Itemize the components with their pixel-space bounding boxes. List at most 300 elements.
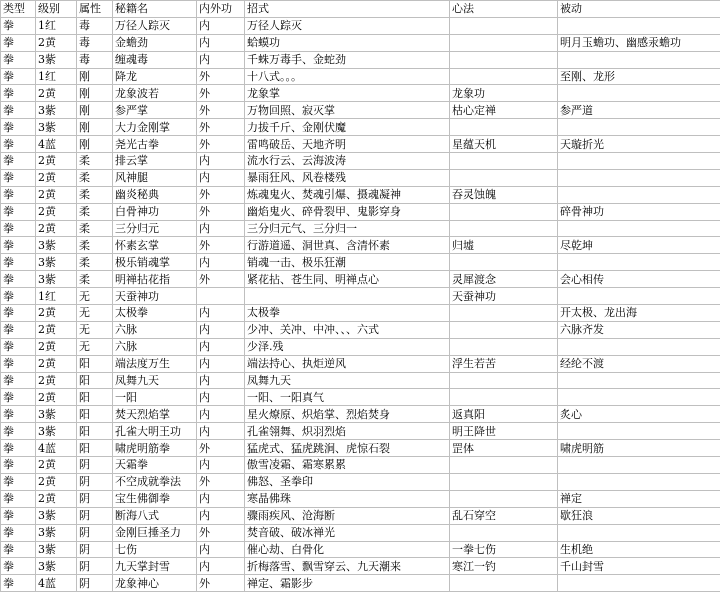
- cell-type: 拳: [1, 34, 36, 51]
- header-level: 级别: [36, 1, 77, 18]
- table-row: [1, 186, 720, 203]
- cell-moves: 行游道遥、洞世真、含清怀素: [245, 237, 450, 254]
- table-row: [1, 524, 720, 541]
- cell-mental-method: 明王降世: [450, 423, 558, 440]
- cell-manual-name: 七伤: [113, 541, 197, 558]
- cell-inner-outer: 内: [197, 423, 245, 440]
- cell-manual-name: 明禅拈花指: [113, 271, 197, 288]
- cell-attribute: 刚: [77, 68, 113, 85]
- cell-mental-method: [450, 169, 558, 186]
- cell-passive: [558, 186, 720, 203]
- cell-mental-method: 枯心定禅: [450, 102, 558, 119]
- cell-manual-name: 风神腿: [113, 169, 197, 186]
- cell-moves: 一阳、一阳真气: [245, 389, 450, 406]
- cell-level: 4蓝: [36, 575, 77, 592]
- cell-manual-name: 焚天烈焰掌: [113, 406, 197, 423]
- cell-type: 拳: [1, 440, 36, 457]
- cell-passive: [558, 169, 720, 186]
- cell-level: 3紫: [36, 271, 77, 288]
- cell-inner-outer: 外: [197, 186, 245, 203]
- cell-inner-outer: 外: [197, 575, 245, 592]
- cell-moves: 少冲、关冲、中冲、、、六式: [245, 321, 450, 338]
- cell-level: 2黄: [36, 186, 77, 203]
- cell-inner-outer: 内: [197, 51, 245, 68]
- cell-mental-method: [450, 321, 558, 338]
- cell-attribute: 柔: [77, 271, 113, 288]
- cell-mental-method: [450, 473, 558, 490]
- cell-moves: 傲雪凌霜、霜寒累累: [245, 457, 450, 474]
- cell-inner-outer: 内: [197, 321, 245, 338]
- cell-passive: 明月玉蟾功、幽感汞蟾功: [558, 34, 720, 51]
- cell-passive: [558, 473, 720, 490]
- cell-moves: 星火燎原、炽焰掌、烈焰焚身: [245, 406, 450, 423]
- cell-level: 2黄: [36, 321, 77, 338]
- cell-mental-method: 寒江一钓: [450, 558, 558, 575]
- table-body: [1, 17, 720, 591]
- cell-level: 2黄: [36, 490, 77, 507]
- cell-manual-name: 天霜拳: [113, 457, 197, 474]
- table-row: [1, 507, 720, 524]
- cell-type: 拳: [1, 457, 36, 474]
- cell-level: 2黄: [36, 389, 77, 406]
- cell-mental-method: [450, 68, 558, 85]
- table-row: [1, 288, 720, 305]
- cell-manual-name: 九天掌封雪: [113, 558, 197, 575]
- cell-inner-outer: 内: [197, 254, 245, 271]
- cell-inner-outer: 外: [197, 524, 245, 541]
- cell-level: 2黄: [36, 355, 77, 372]
- cell-moves: 暴雨狂风、风卷楼残: [245, 169, 450, 186]
- cell-inner-outer: 内: [197, 220, 245, 237]
- cell-moves: 十八式。。。: [245, 68, 450, 85]
- cell-level: 3紫: [36, 254, 77, 271]
- cell-inner-outer: 外: [197, 440, 245, 457]
- cell-moves: 流水行云、云海波涛: [245, 153, 450, 170]
- cell-moves: [245, 288, 450, 305]
- table-row: [1, 153, 720, 170]
- cell-manual-name: 一阳: [113, 389, 197, 406]
- cell-manual-name: 尧光古拳: [113, 136, 197, 153]
- cell-mental-method: 天蚕神功: [450, 288, 558, 305]
- cell-attribute: 阳: [77, 372, 113, 389]
- cell-attribute: 阳: [77, 423, 113, 440]
- cell-attribute: 毒: [77, 17, 113, 34]
- cell-mental-method: 吞灵蚀魄: [450, 186, 558, 203]
- cell-attribute: 无: [77, 305, 113, 322]
- cell-level: 2黄: [36, 203, 77, 220]
- cell-manual-name: 六脉: [113, 321, 197, 338]
- cell-passive: [558, 153, 720, 170]
- cell-passive: [558, 119, 720, 136]
- cell-moves: 端法持心、执炬逆风: [245, 355, 450, 372]
- cell-moves: 蛤蟆功: [245, 34, 450, 51]
- cell-attribute: 柔: [77, 237, 113, 254]
- cell-mental-method: [450, 372, 558, 389]
- cell-level: 1红: [36, 288, 77, 305]
- cell-inner-outer: [197, 288, 245, 305]
- cell-mental-method: [450, 119, 558, 136]
- cell-type: 拳: [1, 575, 36, 592]
- cell-moves: 太极拳: [245, 305, 450, 322]
- cell-type: 拳: [1, 305, 36, 322]
- cell-type: 拳: [1, 288, 36, 305]
- cell-level: 3紫: [36, 558, 77, 575]
- cell-moves: 万物回照、寂灭掌: [245, 102, 450, 119]
- cell-type: 拳: [1, 355, 36, 372]
- table-row: [1, 406, 720, 423]
- cell-passive: [558, 389, 720, 406]
- cell-attribute: 柔: [77, 220, 113, 237]
- table-row: [1, 338, 720, 355]
- cell-mental-method: [450, 305, 558, 322]
- cell-inner-outer: 外: [197, 271, 245, 288]
- cell-type: 拳: [1, 271, 36, 288]
- cell-attribute: 毒: [77, 34, 113, 51]
- cell-manual-name: 幽炎秘典: [113, 186, 197, 203]
- cell-type: 拳: [1, 406, 36, 423]
- cell-attribute: 阴: [77, 575, 113, 592]
- cell-inner-outer: 内: [197, 457, 245, 474]
- table-row: [1, 423, 720, 440]
- cell-type: 拳: [1, 68, 36, 85]
- cell-inner-outer: 外: [197, 237, 245, 254]
- cell-manual-name: 六脉: [113, 338, 197, 355]
- cell-moves: 千蛛万毒手、金蛇劲: [245, 51, 450, 68]
- cell-attribute: 阳: [77, 355, 113, 372]
- cell-mental-method: 浮生若苦: [450, 355, 558, 372]
- table-row: [1, 203, 720, 220]
- table-row: [1, 490, 720, 507]
- cell-attribute: 阴: [77, 558, 113, 575]
- cell-passive: [558, 85, 720, 102]
- cell-level: 2黄: [36, 153, 77, 170]
- cell-level: 3紫: [36, 102, 77, 119]
- cell-attribute: 柔: [77, 153, 113, 170]
- cell-level: 2黄: [36, 372, 77, 389]
- cell-attribute: 无: [77, 288, 113, 305]
- cell-level: 2黄: [36, 34, 77, 51]
- header-attribute: 属性: [77, 1, 113, 18]
- cell-level: 3紫: [36, 51, 77, 68]
- cell-passive: [558, 288, 720, 305]
- cell-inner-outer: 内: [197, 372, 245, 389]
- cell-mental-method: [450, 490, 558, 507]
- table-row: [1, 575, 720, 592]
- table-row: [1, 51, 720, 68]
- cell-attribute: 柔: [77, 186, 113, 203]
- cell-moves: 骤雨疾风、沧海断: [245, 507, 450, 524]
- table-row: [1, 355, 720, 372]
- cell-moves: 少泽.残: [245, 338, 450, 355]
- cell-manual-name: 龙象波若: [113, 85, 197, 102]
- cell-level: 2黄: [36, 473, 77, 490]
- cell-moves: 孔雀翎舞、炽羽烈焰: [245, 423, 450, 440]
- table-row: [1, 102, 720, 119]
- cell-attribute: 阴: [77, 507, 113, 524]
- cell-moves: 凤舞九天: [245, 372, 450, 389]
- cell-level: 2黄: [36, 220, 77, 237]
- cell-mental-method: [450, 34, 558, 51]
- cell-moves: 龙象掌: [245, 85, 450, 102]
- cell-moves: 禅定、霜影步: [245, 575, 450, 592]
- table-row: [1, 541, 720, 558]
- cell-mental-method: [450, 254, 558, 271]
- cell-attribute: 阴: [77, 490, 113, 507]
- cell-manual-name: 断海八式: [113, 507, 197, 524]
- cell-passive: 参严道: [558, 102, 720, 119]
- cell-inner-outer: 内: [197, 153, 245, 170]
- table-row: [1, 237, 720, 254]
- table-row: [1, 169, 720, 186]
- cell-attribute: 柔: [77, 169, 113, 186]
- cell-mental-method: [450, 220, 558, 237]
- cell-mental-method: [450, 203, 558, 220]
- cell-type: 拳: [1, 423, 36, 440]
- cell-attribute: 刚: [77, 85, 113, 102]
- cell-manual-name: 缠魂毒: [113, 51, 197, 68]
- cell-type: 拳: [1, 119, 36, 136]
- cell-inner-outer: 内: [197, 490, 245, 507]
- table-row: [1, 271, 720, 288]
- cell-moves: 紧花拈、苍生同、明禅点心: [245, 271, 450, 288]
- cell-manual-name: 不空成就拳法: [113, 473, 197, 490]
- cell-attribute: 阴: [77, 473, 113, 490]
- cell-inner-outer: 内: [197, 338, 245, 355]
- cell-mental-method: 罡体: [450, 440, 558, 457]
- cell-mental-method: [450, 338, 558, 355]
- cell-attribute: 刚: [77, 102, 113, 119]
- cell-mental-method: 乱石穿空: [450, 507, 558, 524]
- cell-manual-name: 金蟾劲: [113, 34, 197, 51]
- cell-inner-outer: 外: [197, 68, 245, 85]
- cell-passive: [558, 51, 720, 68]
- cell-level: 3紫: [36, 237, 77, 254]
- cell-mental-method: 一拳七伤: [450, 541, 558, 558]
- header-passive: 被动: [558, 1, 720, 18]
- cell-inner-outer: 内: [197, 17, 245, 34]
- cell-level: 1红: [36, 68, 77, 85]
- cell-attribute: 阴: [77, 524, 113, 541]
- table-row: [1, 389, 720, 406]
- cell-passive: [558, 220, 720, 237]
- cell-attribute: 无: [77, 321, 113, 338]
- cell-inner-outer: 外: [197, 203, 245, 220]
- cell-level: 1红: [36, 17, 77, 34]
- header-row: [1, 1, 720, 18]
- cell-passive: [558, 338, 720, 355]
- cell-type: 拳: [1, 389, 36, 406]
- cell-type: 拳: [1, 490, 36, 507]
- cell-attribute: 无: [77, 338, 113, 355]
- cell-type: 拳: [1, 338, 36, 355]
- cell-inner-outer: 外: [197, 102, 245, 119]
- cell-mental-method: [450, 575, 558, 592]
- cell-level: 2黄: [36, 85, 77, 102]
- cell-manual-name: 端法度万生: [113, 355, 197, 372]
- cell-inner-outer: 内: [197, 34, 245, 51]
- cell-mental-method: [450, 457, 558, 474]
- table-row: [1, 85, 720, 102]
- cell-moves: 折梅落雪、飘雪穿云、九天潮来: [245, 558, 450, 575]
- cell-passive: 经纶不渡: [558, 355, 720, 372]
- cell-passive: [558, 524, 720, 541]
- cell-level: 2黄: [36, 169, 77, 186]
- cell-type: 拳: [1, 85, 36, 102]
- table-row: [1, 372, 720, 389]
- cell-manual-name: 金刚巨捶圣力: [113, 524, 197, 541]
- table-row: [1, 34, 720, 51]
- cell-mental-method: 归墟: [450, 237, 558, 254]
- cell-mental-method: 星蕴天机: [450, 136, 558, 153]
- cell-level: 3紫: [36, 541, 77, 558]
- cell-type: 拳: [1, 524, 36, 541]
- cell-moves: 催心劫、白骨化: [245, 541, 450, 558]
- cell-mental-method: [450, 389, 558, 406]
- cell-level: 3紫: [36, 406, 77, 423]
- cell-attribute: 刚: [77, 119, 113, 136]
- cell-moves: 炼魂鬼火、焚魂引爆、摄魂凝神: [245, 186, 450, 203]
- cell-inner-outer: 内: [197, 305, 245, 322]
- cell-manual-name: 参严掌: [113, 102, 197, 119]
- cell-mental-method: [450, 524, 558, 541]
- table-row: [1, 254, 720, 271]
- cell-manual-name: 万径人踪灭: [113, 17, 197, 34]
- table-row: [1, 321, 720, 338]
- table-row: [1, 457, 720, 474]
- cell-inner-outer: 外: [197, 119, 245, 136]
- cell-passive: [558, 17, 720, 34]
- cell-manual-name: 凤舞九天: [113, 372, 197, 389]
- cell-attribute: 毒: [77, 51, 113, 68]
- cell-type: 拳: [1, 237, 36, 254]
- cell-manual-name: 太极拳: [113, 305, 197, 322]
- cell-attribute: 阳: [77, 389, 113, 406]
- cell-level: 3紫: [36, 507, 77, 524]
- cell-manual-name: 怀素玄掌: [113, 237, 197, 254]
- cell-passive: 天璇折光: [558, 136, 720, 153]
- table-row: [1, 68, 720, 85]
- cell-attribute: 阳: [77, 406, 113, 423]
- cell-passive: 生机绝: [558, 541, 720, 558]
- cell-type: 拳: [1, 507, 36, 524]
- header-manual-name: 秘籍名: [113, 1, 197, 18]
- cell-inner-outer: 内: [197, 558, 245, 575]
- cell-moves: 三分归元气、三分归一: [245, 220, 450, 237]
- cell-moves: 焚音破、破冰禅光: [245, 524, 450, 541]
- cell-passive: [558, 457, 720, 474]
- cell-level: 3紫: [36, 423, 77, 440]
- cell-passive: 尽乾坤: [558, 237, 720, 254]
- cell-level: 2黄: [36, 457, 77, 474]
- cell-passive: 禅定: [558, 490, 720, 507]
- cell-level: 3紫: [36, 524, 77, 541]
- cell-passive: 啸虎明筋: [558, 440, 720, 457]
- cell-attribute: 阴: [77, 541, 113, 558]
- cell-manual-name: 啸虎明筋拳: [113, 440, 197, 457]
- cell-level: 4蓝: [36, 440, 77, 457]
- cell-inner-outer: 内: [197, 541, 245, 558]
- cell-inner-outer: 内: [197, 507, 245, 524]
- cell-moves: 佛怒、圣拳印: [245, 473, 450, 490]
- cell-type: 拳: [1, 372, 36, 389]
- header-moves: 招式: [245, 1, 450, 18]
- cell-type: 拳: [1, 17, 36, 34]
- cell-attribute: 刚: [77, 136, 113, 153]
- cell-passive: 开太极、龙出海: [558, 305, 720, 322]
- cell-inner-outer: 内: [197, 169, 245, 186]
- cell-type: 拳: [1, 102, 36, 119]
- cell-manual-name: 三分归元: [113, 220, 197, 237]
- cell-type: 拳: [1, 473, 36, 490]
- cell-inner-outer: 外: [197, 85, 245, 102]
- cell-passive: 六脉齐发: [558, 321, 720, 338]
- cell-manual-name: 天蚕神功: [113, 288, 197, 305]
- cell-attribute: 柔: [77, 203, 113, 220]
- cell-moves: 寒晶佛珠: [245, 490, 450, 507]
- cell-moves: 销魂一击、极乐狂潮: [245, 254, 450, 271]
- cell-inner-outer: 外: [197, 136, 245, 153]
- cell-mental-method: 灵犀渡念: [450, 271, 558, 288]
- cell-attribute: 阳: [77, 440, 113, 457]
- cell-manual-name: 孔雀大明王功: [113, 423, 197, 440]
- table-row: [1, 440, 720, 457]
- table-row: [1, 136, 720, 153]
- cell-mental-method: 返真阳: [450, 406, 558, 423]
- cell-level: 2黄: [36, 305, 77, 322]
- cell-inner-outer: 外: [197, 473, 245, 490]
- cell-moves: 万径人踪灭: [245, 17, 450, 34]
- table-row: [1, 17, 720, 34]
- table-row: [1, 119, 720, 136]
- cell-passive: [558, 254, 720, 271]
- cell-type: 拳: [1, 541, 36, 558]
- cell-level: 4蓝: [36, 136, 77, 153]
- cell-passive: 歇狂浪: [558, 507, 720, 524]
- cell-attribute: 柔: [77, 254, 113, 271]
- cell-passive: [558, 575, 720, 592]
- cell-mental-method: [450, 153, 558, 170]
- cell-type: 拳: [1, 558, 36, 575]
- cell-mental-method: 龙象功: [450, 85, 558, 102]
- cell-manual-name: 排云掌: [113, 153, 197, 170]
- cell-passive: 炙心: [558, 406, 720, 423]
- cell-type: 拳: [1, 186, 36, 203]
- cell-passive: 千山封雪: [558, 558, 720, 575]
- cell-manual-name: 宝生佛御拳: [113, 490, 197, 507]
- cell-manual-name: 白骨神功: [113, 203, 197, 220]
- cell-mental-method: [450, 51, 558, 68]
- cell-type: 拳: [1, 136, 36, 153]
- cell-mental-method: [450, 17, 558, 34]
- cell-type: 拳: [1, 321, 36, 338]
- cell-type: 拳: [1, 153, 36, 170]
- table-row: [1, 305, 720, 322]
- cell-manual-name: 极乐销魂掌: [113, 254, 197, 271]
- cell-moves: 雷鸣破岳、天地齐明: [245, 136, 450, 153]
- cell-manual-name: 龙象神心: [113, 575, 197, 592]
- cell-moves: 力拔千斤、金刚伏魔: [245, 119, 450, 136]
- cell-type: 拳: [1, 203, 36, 220]
- cell-type: 拳: [1, 169, 36, 186]
- table-row: [1, 220, 720, 237]
- cell-inner-outer: 内: [197, 355, 245, 372]
- cell-moves: 猛虎式、猛虎跳涧、虎惊石裂: [245, 440, 450, 457]
- table-row: [1, 558, 720, 575]
- cell-type: 拳: [1, 220, 36, 237]
- cell-manual-name: 大力金刚掌: [113, 119, 197, 136]
- cell-manual-name: 降龙: [113, 68, 197, 85]
- cell-passive: [558, 423, 720, 440]
